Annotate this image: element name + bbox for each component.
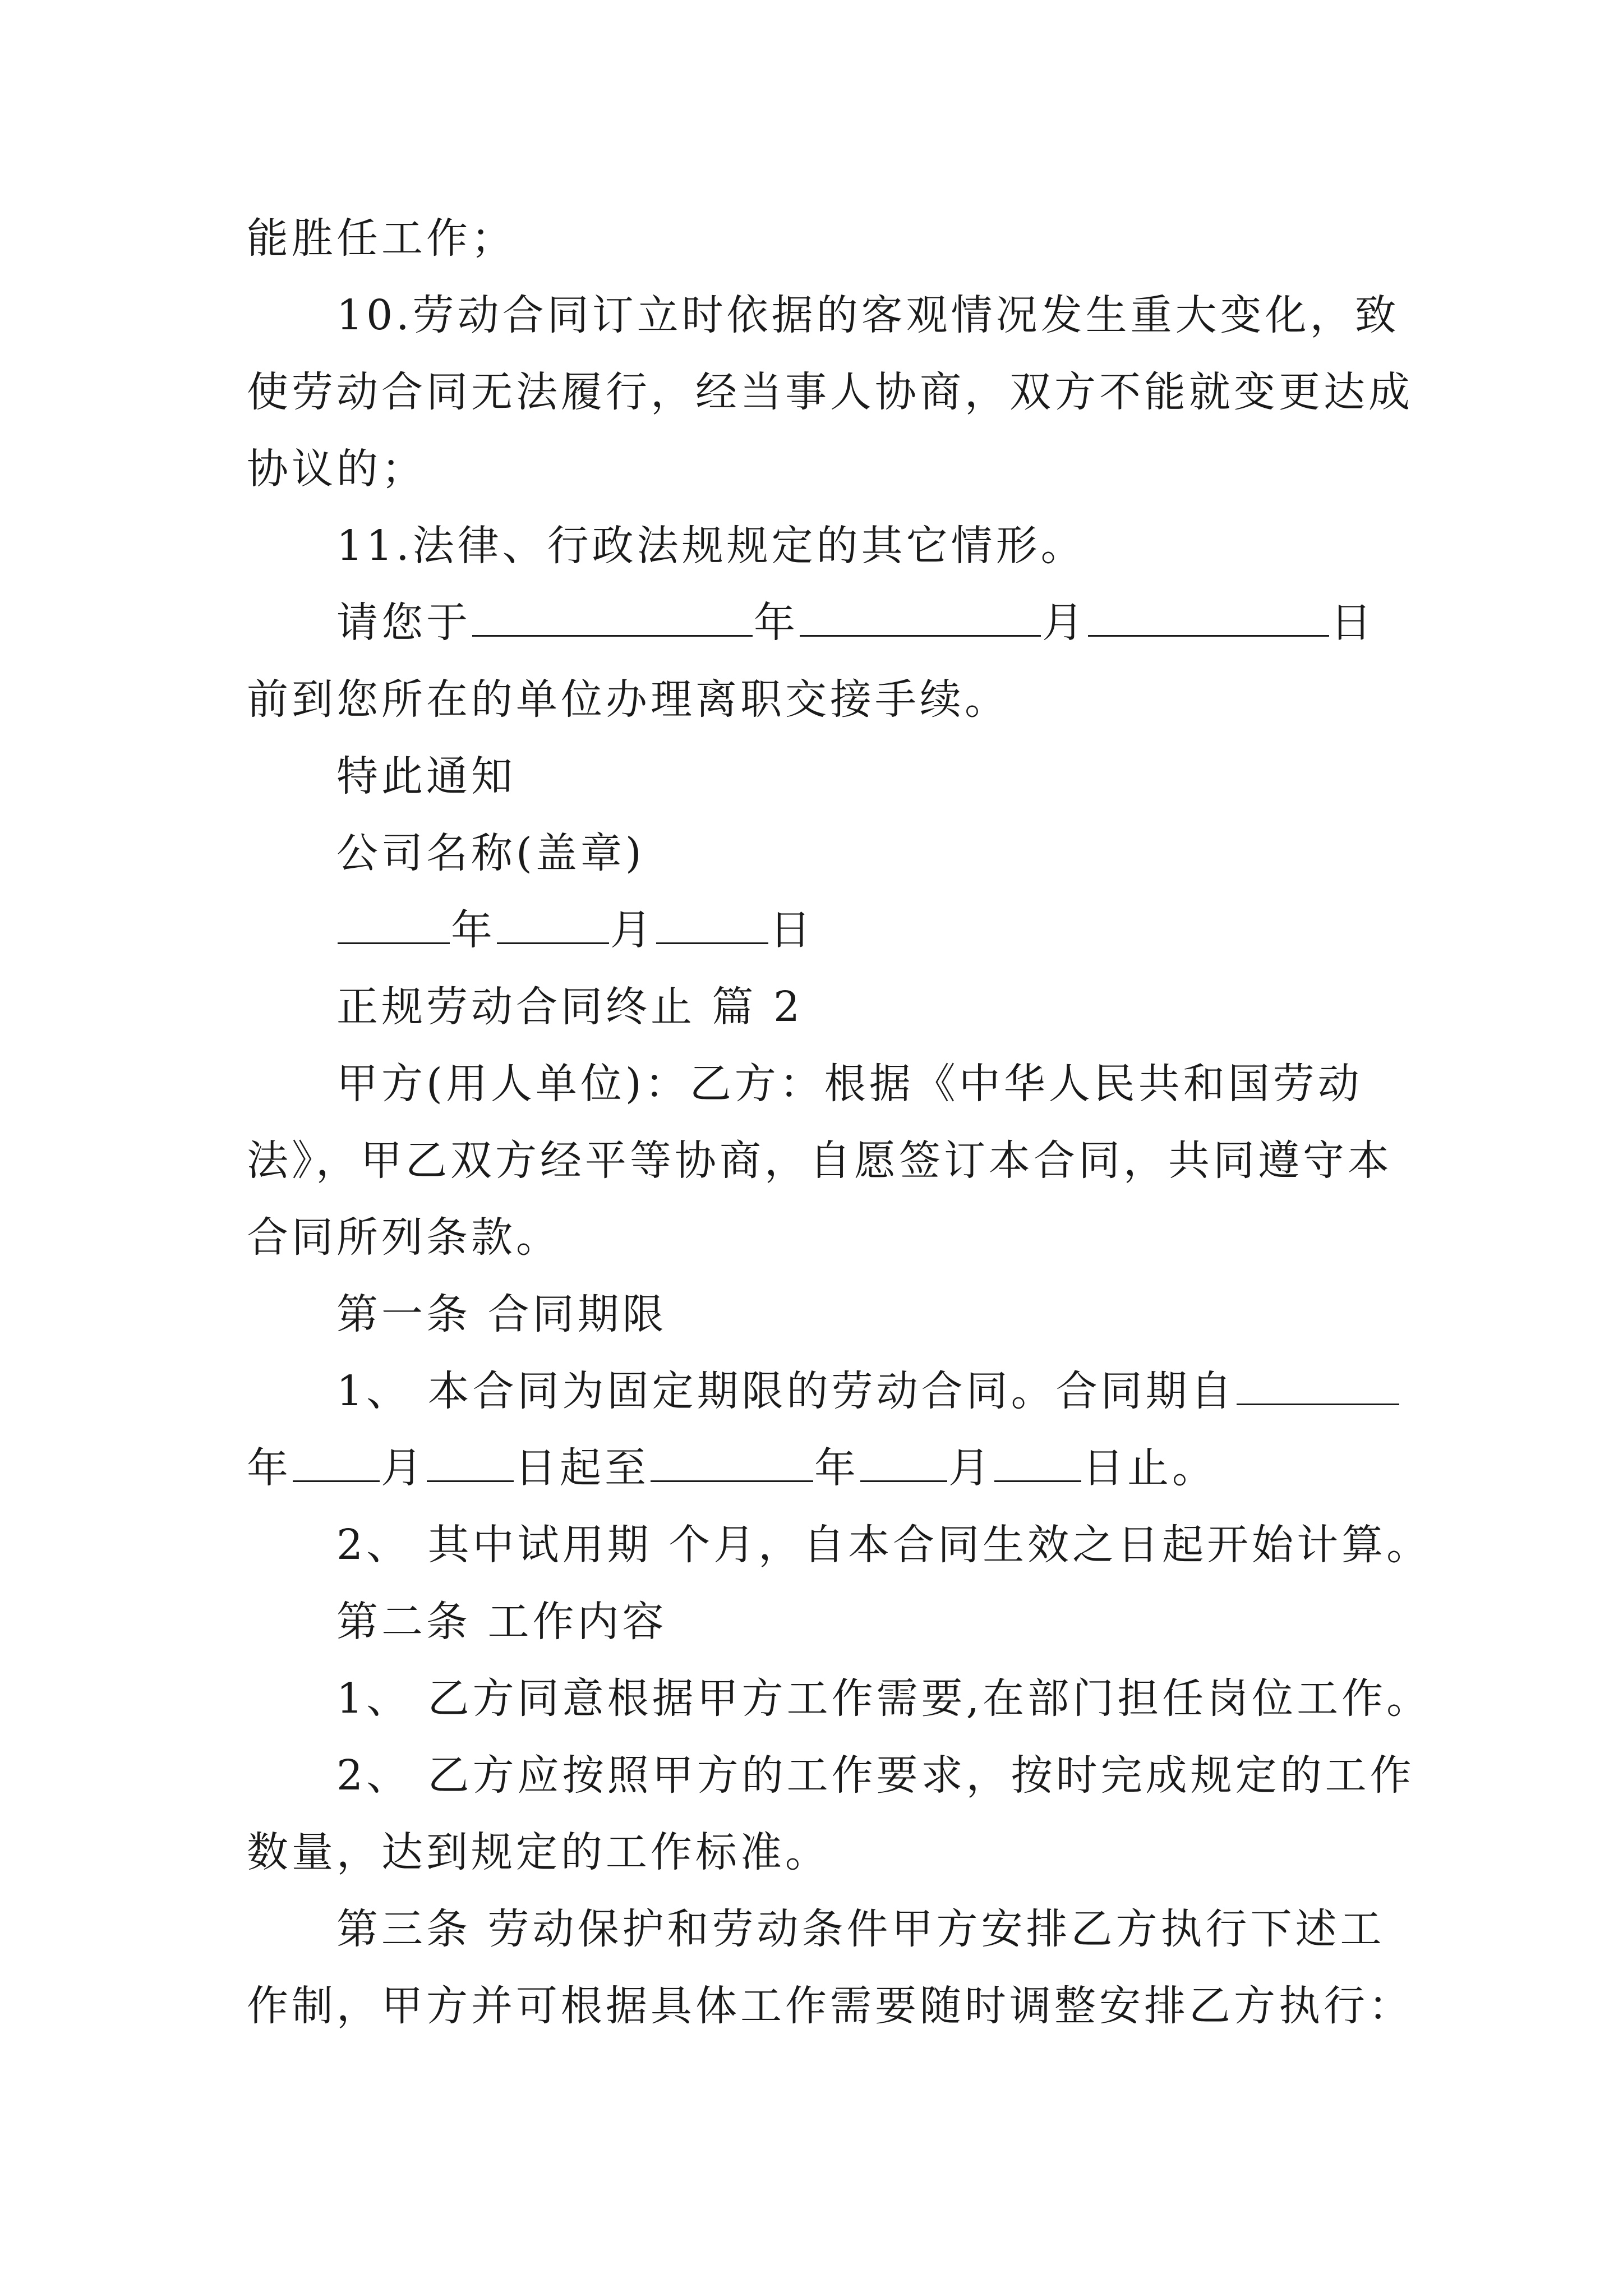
notice-prefix: 请您于 [336,599,471,647]
start-year-label: 年 [247,1444,292,1492]
notice-date-line [336,595,1375,651]
day-label: 日 [769,906,814,954]
text-line: 能胜任工作； [247,214,516,263]
section-title: 正规劳动合同终止 篇 2 [336,983,804,1031]
text-line: 使劳动合同无法履行，经当事人协商，双方不能就变更达成 [247,368,1413,416]
start-day-label: 日起至 [515,1444,649,1492]
start-day-blank[interactable] [427,1446,514,1482]
text-line: 2、 乙方应按照甲方的工作要求，按时完成规定的工作 [336,1751,1415,1800]
month-blank[interactable] [800,600,1041,637]
month-blank[interactable] [497,908,609,944]
text-line: 甲方(用人单位)：乙方：根据《中华人民共和国劳动 [336,1060,1363,1108]
text-line: 1、 乙方同意根据甲方工作需要,在部门担任岗位工作。 [336,1674,1432,1723]
day-blank[interactable] [1088,600,1329,637]
sign-date-line [336,902,814,958]
text-line: 特此通知 [336,752,516,800]
start-month-label: 月 [381,1444,426,1492]
year-label: 年 [754,599,799,647]
article-heading: 第三条 劳动保护和劳动条件甲方安排乙方执行下述工 [336,1905,1385,1953]
company-seal-line: 公司名称(盖章) [336,829,645,877]
end-year-blank[interactable] [651,1446,813,1482]
end-month-label: 月 [948,1444,993,1492]
term-clause-line [247,1440,1217,1496]
end-day-blank[interactable] [994,1446,1081,1482]
term-clause-text: 1、 本合同为固定期限的劳动合同。合同期自 [336,1367,1235,1415]
start-month-blank[interactable] [293,1446,380,1482]
month-label: 月 [610,906,655,954]
text-line: 协议的； [247,445,426,493]
text-line: 作制，甲方并可根据具体工作需要随时调整安排乙方执行： [247,1982,1413,2030]
text-line: 数量，达到规定的工作标准。 [247,1828,830,1876]
end-month-blank[interactable] [860,1446,947,1482]
article-heading: 第一条 合同期限 [336,1290,667,1338]
text-line: 2、 其中试用期 个月，自本合同生效之日起开始计算。 [336,1521,1432,1569]
end-day-label: 日止。 [1082,1444,1217,1492]
text-line: 10.劳动合同订立时依据的客观情况发生重大变化，致 [336,291,1400,339]
term-clause-line [336,1363,1400,1419]
text-line: 合同所列条款。 [247,1213,561,1262]
day-label: 日 [1330,599,1375,647]
start-year-blank[interactable] [1237,1369,1399,1405]
text-line: 前到您所在的单位办理离职交接手续。 [247,675,1009,724]
end-year-label: 年 [814,1444,859,1492]
article-heading: 第二条 工作内容 [336,1598,667,1646]
month-label: 月 [1042,599,1087,647]
year-blank[interactable] [338,908,450,944]
year-label: 年 [451,906,496,954]
text-line: 法》，甲乙双方经平等协商，自愿签订本合同，共同遵守本 [247,1137,1393,1185]
year-blank[interactable] [472,600,753,637]
text-line: 11.法律、行政法规规定的其它情形。 [336,522,1086,570]
day-blank[interactable] [656,908,768,944]
